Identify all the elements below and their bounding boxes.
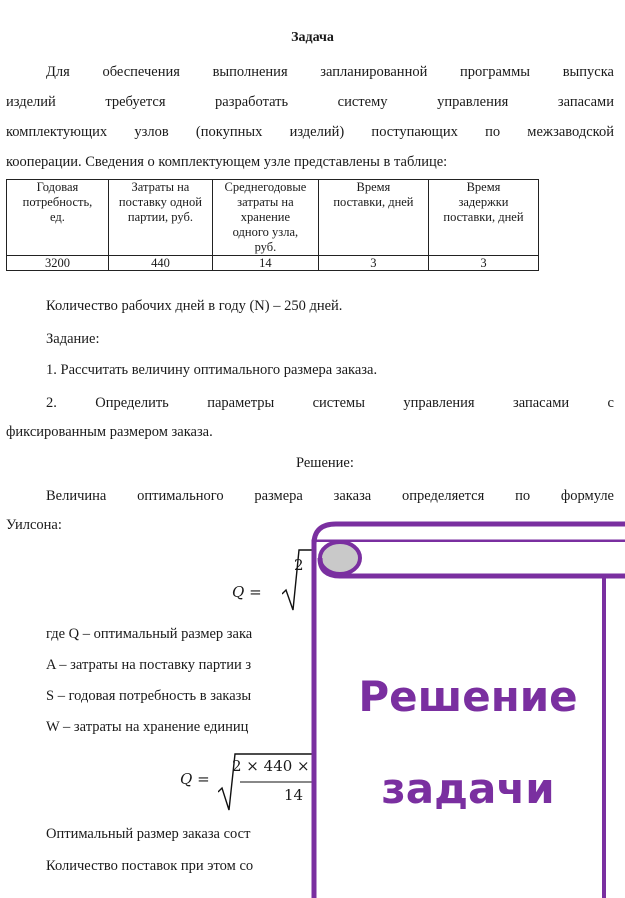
where-a-text: A – затраты на поставку партии з — [46, 657, 252, 673]
formula-2-numerator: 2 × 440 × — [232, 757, 310, 775]
table-cell: 3200 — [7, 256, 109, 271]
document-title: Задача — [291, 30, 334, 45]
header-delay-time: Время задержки поставки, дней — [428, 180, 538, 256]
where-s-text: S – годовая потребность в заказы — [46, 688, 252, 704]
banner-title-line-2: задачи — [381, 764, 555, 813]
header-lead-time: Время поставки, дней — [318, 180, 428, 256]
intro-line-2: изделий требуется разработать систему управления запасами — [6, 94, 614, 110]
banner-title-line-1: Решение — [358, 672, 578, 721]
where-q-text: где Q – оптимальный размер зака — [46, 626, 253, 642]
table-header-row — [7, 180, 539, 256]
formula-1-numerator: 2 — [294, 556, 304, 574]
intro-line-3: комплектующих узлов (покупных изделий) поступающих по межзаводской — [6, 124, 614, 140]
where-w-text: W – затраты на хранение единиц — [46, 719, 249, 735]
formula-1 — [232, 583, 262, 601]
table-cell: 14 — [212, 256, 318, 271]
result-text: Оптимальный размер заказа сост — [46, 826, 251, 842]
task-2-line-2: фиксированным размером заказа. — [6, 424, 213, 440]
work-days-text: Количество рабочих дней в году (N) – 250 дней. — [46, 298, 343, 314]
deliveries-text: Количество поставок при этом со — [46, 858, 254, 874]
table-cell: 440 — [108, 256, 212, 271]
header-annual-demand: Годовая потребность, ед. — [7, 180, 109, 256]
intro-line-1: Для обеспечения выполнения запланированной программы выпуска — [46, 64, 614, 80]
header-holding-cost: Среднегодовые затраты на хранение одного узла, руб. — [212, 180, 318, 256]
component-table — [6, 179, 539, 271]
table-cell: 3 — [428, 256, 538, 271]
task-2-line-1: 2. Определить параметры системы управления запасами с — [46, 395, 614, 411]
table-cell: 3 — [318, 256, 428, 271]
task-1-text: 1. Рассчитать величину оптимального размера заказа. — [46, 362, 378, 378]
intro-line-4: кооперации. Сведения о комплектующем узле представлены в таблице: — [6, 154, 448, 170]
wilson-line-1: Величина оптимального размера заказа определяется по формуле — [46, 488, 614, 504]
formula-2-lhs: Q = — [180, 770, 210, 788]
wilson-line-2: Уилсона: — [6, 517, 62, 533]
solution-label: Решение: — [296, 455, 354, 471]
task-label: Задание: — [46, 331, 100, 347]
formula-1-lhs: Q = — [232, 583, 262, 601]
header-order-cost: Затраты на поставку одной партии, руб. — [108, 180, 212, 256]
table-row — [7, 256, 539, 271]
formula-2-denominator: 14 — [284, 786, 304, 804]
